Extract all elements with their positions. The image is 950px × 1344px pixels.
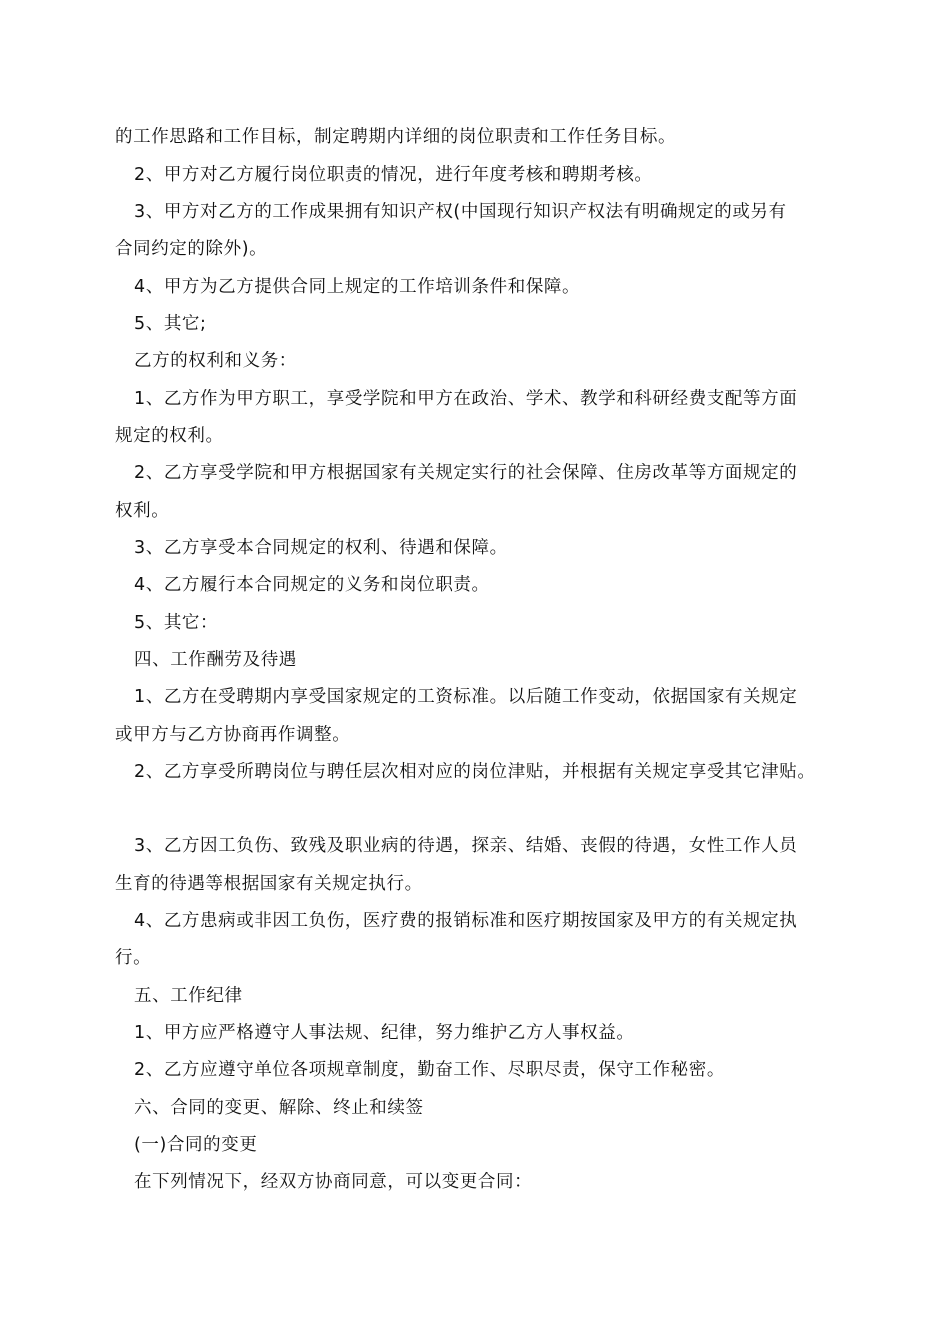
text-line: 行。 <box>115 948 152 968</box>
text-line: 3、乙方享受本合同规定的权利、待遇和保障。 <box>134 538 508 558</box>
text-line: 1、乙方在受聘期内享受国家规定的工资标准。以后随工作变动，依据国家有关规定 <box>134 687 798 707</box>
text-line: 2、乙方享受学院和甲方根据国家有关规定实行的社会保障、住房改革等方面规定的 <box>134 463 798 483</box>
text-line: 2、乙方应遵守单位各项规章制度，勤奋工作、尽职尽责，保守工作秘密。 <box>134 1060 725 1080</box>
text-line: 的工作思路和工作目标，制定聘期内详细的岗位职责和工作任务目标。 <box>115 127 677 147</box>
text-line: 2、甲方对乙方履行岗位职责的情况，进行年度考核和聘期考核。 <box>134 165 653 185</box>
text-line: 4、甲方为乙方提供合同上规定的工作培训条件和保障。 <box>134 277 581 297</box>
text-line: 4、乙方患病或非因工负伤，医疗费的报销标准和医疗期按国家及甲方的有关规定执 <box>134 911 798 931</box>
text-line: 合同约定的除外)。 <box>115 239 268 259</box>
text-line: 权利。 <box>115 501 170 521</box>
text-line: 生育的待遇等根据国家有关规定执行。 <box>115 874 423 894</box>
section-heading: 五、工作纪律 <box>134 986 243 1006</box>
text-line: 2、乙方享受所聘岗位与聘任层次相对应的岗位津贴，并根据有关规定享受其它津贴。 <box>134 762 816 782</box>
text-line: 3、甲方对乙方的工作成果拥有知识产权(中国现行知识产权法有明确规定的或另有 <box>134 202 787 222</box>
section-heading: 六、合同的变更、解除、终止和续签 <box>134 1098 424 1118</box>
text-line: 1、乙方作为甲方职工，享受学院和甲方在政治、学术、教学和科研经费支配等方面 <box>134 389 798 409</box>
subsection-heading: (一)合同的变更 <box>134 1135 258 1155</box>
text-line: 规定的权利。 <box>115 426 224 446</box>
text-line: 或甲方与乙方协商再作调整。 <box>115 725 351 745</box>
text-line: 3、乙方因工负伤、致残及职业病的待遇，探亲、结婚、丧假的待遇，女性工作人员 <box>134 836 798 856</box>
text-line: 1、甲方应严格遵守人事法规、纪律，努力维护乙方人事权益。 <box>134 1023 635 1043</box>
text-line: 4、乙方履行本合同规定的义务和岗位职责。 <box>134 575 490 595</box>
text-line: 在下列情况下，经双方协商同意，可以变更合同： <box>134 1172 533 1192</box>
section-heading: 乙方的权利和义务： <box>134 351 297 371</box>
text-line: 5、其它： <box>134 613 219 633</box>
text-line: 5、其它; <box>134 314 207 334</box>
section-heading: 四、工作酬劳及待遇 <box>134 650 297 670</box>
